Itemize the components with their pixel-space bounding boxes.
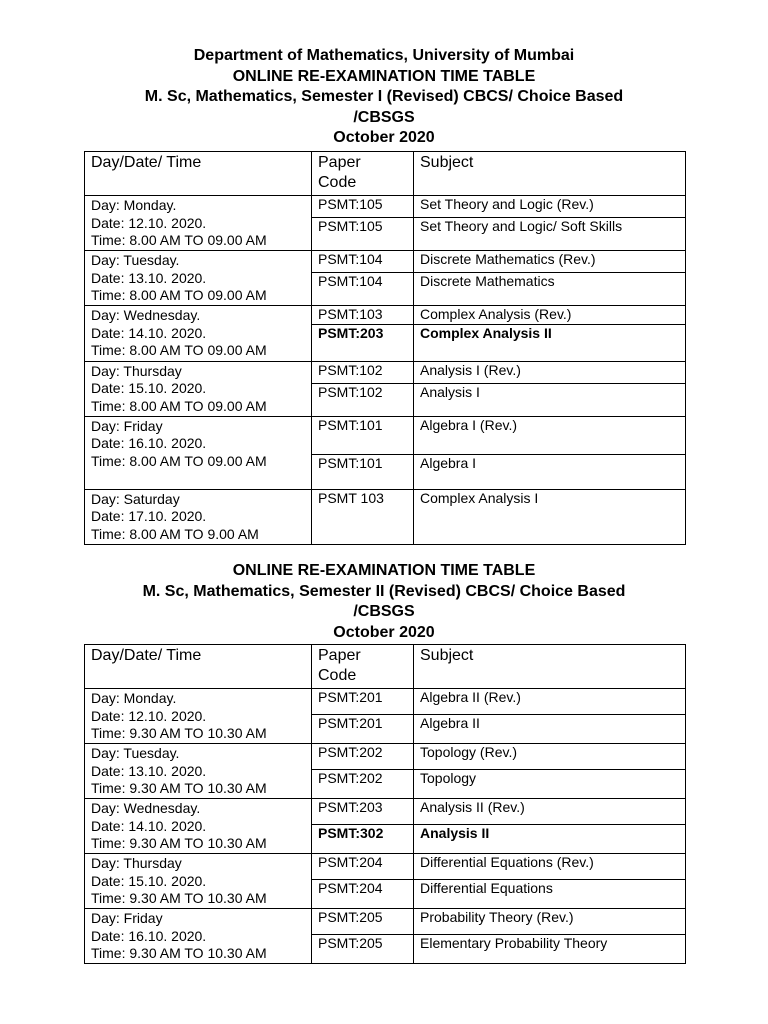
subject: Probability Theory (Rev.) — [414, 909, 686, 935]
day-cell: Day: Thursday Date: 15.10. 2020. Time: 9.30 AM TO 10.30 AM — [85, 854, 312, 909]
subject: Differential Equations — [414, 880, 686, 909]
table-row — [85, 854, 686, 880]
semester-2-heading — [0, 561, 768, 643]
header-paper-code: Paper Code — [312, 152, 414, 196]
subject: Analysis II — [414, 825, 686, 854]
subject: Elementary Probability Theory — [414, 935, 686, 964]
subject: Complex Analysis I — [414, 489, 686, 544]
subject: Set Theory and Logic/ Soft Skills — [414, 218, 686, 251]
semester-2-timetable — [84, 644, 686, 964]
header-paper-code: Paper Code — [312, 645, 414, 689]
paper-code: PSMT:205 — [312, 935, 414, 964]
table-row — [85, 361, 686, 383]
paper-code: PSMT:203 — [312, 324, 414, 361]
department-title: Department of Mathematics, University of Mumbai — [193, 47, 575, 64]
subject: Topology (Rev.) — [414, 744, 686, 770]
timetable-title: ONLINE RE-EXAMINATION TIME TABLE — [232, 562, 536, 579]
paper-code: PSMT:105 — [312, 218, 414, 251]
subject: Analysis II (Rev.) — [414, 799, 686, 825]
programme-title: M. Sc, Mathematics, Semester I (Revised) CBCS/ Choice Based — [144, 88, 624, 105]
day-cell: Day: Monday. Date: 12.10. 2020. Time: 9.30 AM TO 10.30 AM — [85, 689, 312, 744]
programme-title-cont: /CBSGS — [353, 603, 415, 620]
table-row — [85, 799, 686, 825]
paper-code: PSMT:201 — [312, 689, 414, 715]
table-row — [85, 909, 686, 935]
subject: Algebra II — [414, 715, 686, 744]
day-cell: Day: Tuesday. Date: 13.10. 2020. Time: 9.30 AM TO 10.30 AM — [85, 744, 312, 799]
paper-code: PSMT:302 — [312, 825, 414, 854]
paper-code: PSMT:104 — [312, 251, 414, 273]
day-cell: Day: Saturday Date: 17.10. 2020. Time: 8.00 AM TO 9.00 AM — [85, 489, 312, 544]
paper-code: PSMT:205 — [312, 909, 414, 935]
table-row — [85, 744, 686, 770]
table-header-row — [85, 152, 686, 196]
day-cell: Day: Tuesday. Date: 13.10. 2020. Time: 8.00 AM TO 09.00 AM — [85, 251, 312, 306]
subject: Complex Analysis (Rev.) — [414, 306, 686, 325]
paper-code: PSMT:103 — [312, 306, 414, 325]
semester-1-heading — [0, 46, 768, 149]
exam-month: October 2020 — [333, 129, 435, 146]
subject: Analysis I (Rev.) — [414, 361, 686, 383]
paper-code: PSMT:204 — [312, 880, 414, 909]
table-row — [85, 196, 686, 218]
header-day-date-time: Day/Date/ Time — [85, 645, 312, 689]
subject: Complex Analysis II — [414, 324, 686, 361]
programme-title-cont: /CBSGS — [353, 108, 415, 126]
paper-code: PSMT:201 — [312, 715, 414, 744]
table-row — [85, 489, 686, 544]
subject: Topology — [414, 770, 686, 799]
paper-code: PSMT:204 — [312, 854, 414, 880]
programme-title: M. Sc, Mathematics, Semester II (Revised) CBCS/ Choice Based — [142, 582, 626, 600]
subject: Discrete Mathematics (Rev.) — [414, 251, 686, 273]
subject: Set Theory and Logic (Rev.) — [414, 196, 686, 218]
paper-code: PSMT:101 — [312, 454, 414, 489]
paper-code: PSMT:202 — [312, 744, 414, 770]
table-row — [85, 251, 686, 273]
timetable-title: ONLINE RE-EXAMINATION TIME TABLE — [232, 67, 536, 85]
day-cell: Day: Friday Date: 16.10. 2020. Time: 8.00 AM TO 09.00 AM — [85, 416, 312, 489]
paper-code: PSMT:203 — [312, 799, 414, 825]
subject: Discrete Mathematics — [414, 273, 686, 306]
day-cell: Day: Wednesday. Date: 14.10. 2020. Time: 8.00 AM TO 09.00 AM — [85, 306, 312, 362]
table-row — [85, 689, 686, 715]
paper-code: PSMT:102 — [312, 383, 414, 416]
paper-code: PSMT:104 — [312, 273, 414, 306]
day-cell: Day: Thursday Date: 15.10. 2020. Time: 8.00 AM TO 09.00 AM — [85, 361, 312, 416]
header-subject: Subject — [414, 152, 686, 196]
paper-code: PSMT 103 — [312, 489, 414, 544]
subject: Algebra I — [414, 454, 686, 489]
subject: Algebra II (Rev.) — [414, 689, 686, 715]
table-row — [85, 416, 686, 454]
subject: Differential Equations (Rev.) — [414, 854, 686, 880]
paper-code: PSMT:105 — [312, 196, 414, 218]
subject: Algebra I (Rev.) — [414, 416, 686, 454]
subject: Analysis I — [414, 383, 686, 416]
paper-code: PSMT:202 — [312, 770, 414, 799]
paper-code: PSMT:101 — [312, 416, 414, 454]
day-cell: Day: Wednesday. Date: 14.10. 2020. Time: 9.30 AM TO 10.30 AM — [85, 799, 312, 854]
header-subject: Subject — [414, 645, 686, 689]
header-day-date-time: Day/Date/ Time — [85, 152, 312, 196]
day-cell: Day: Friday Date: 16.10. 2020. Time: 9.30 AM TO 10.30 AM — [85, 909, 312, 964]
semester-1-timetable — [84, 151, 686, 545]
exam-month: October 2020 — [333, 623, 435, 641]
table-row — [85, 306, 686, 325]
table-header-row — [85, 645, 686, 689]
paper-code: PSMT:102 — [312, 361, 414, 383]
day-cell: Day: Monday. Date: 12.10. 2020. Time: 8.00 AM TO 09.00 AM — [85, 196, 312, 251]
